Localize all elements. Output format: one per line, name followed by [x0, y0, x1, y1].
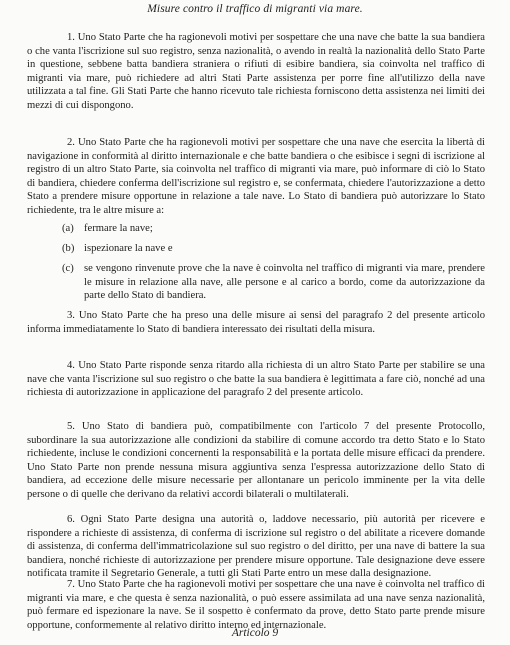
measure-text: fermare la nave;	[84, 223, 153, 234]
paragraph-2: 2. Uno Stato Parte che ha ragionevoli motivi per sospettare che una nave che esercita la libertà di navigazione in conformità al diritto internazionale e che batte bandiera o che esibisce i segni di iscrizione al registro di un altro Stato Parte, sia coinvolta nel traffico di migranti via mare, può informare di ciò lo Stato di bandiera, chiedere conferma dell'iscrizione sul registro e, se confermata, chiedere l'autorizzazione a detto Stato a prendere misure opportune in relazione a tale nave. Lo Stato di bandiera può autorizzare lo Stato richiedente, tra le altre misure a:	[27, 137, 485, 216]
measure-item-a	[62, 222, 485, 236]
measure-label: (a)	[62, 223, 74, 234]
measure-text: se vengono rinvenute prove che la nave è coinvolta nel traffico di migranti via mare, prendere le misure in relazione alla nave, alle persone e al carico a bordo, come da autorizzazione da parte dello Stato di bandiera.	[84, 263, 485, 301]
article-heading: Articolo 9	[231, 627, 279, 639]
paragraph-1: 1. Uno Stato Parte che ha ragionevoli motivi per sospettare che una nave che batte la sua bandiera o che vanta l'iscrizione sul suo registro, senza nazionalità, o avendo in realtà la nazionalità dello Stato Parte in questione, sebbene batta bandiera straniera o rifiuti di esibire bandiera, sia coinvolta nel traffico di migranti via mare, può richiedere ad altri Stati Parte assistenza per porre fine all'utilizzo della nave utilizzata a tal fine. Gli Stati Parte che hanno ricevuto tale richiesta forniscono detta assistenza nei limiti dei mezzi di cui dispongono.	[27, 32, 485, 111]
measure-label: (c)	[62, 263, 74, 274]
measure-item-b	[62, 242, 485, 256]
paragraph-3: 3. Uno Stato Parte che ha preso una delle misure ai sensi del paragrafo 2 del presente articolo informa immediatamente lo Stato di bandiera interessato dei risultati della misura.	[27, 310, 485, 335]
paragraph-5: 5. Uno Stato di bandiera può, compatibilmente con l'articolo 7 del presente Protocollo, subordinare la sua autorizzazione alle condizioni da stabilire di comune accordo tra detto Stato e lo Stato richiedente, incluse le condizioni concernenti la responsabilità e la portata delle misure efficaci da prendere. Uno Stato Parte non prende nessuna misura aggiuntiva senza l'espressa autorizzazione dello Stato di bandiera, ad eccezione delle misure necessarie per allontanare un pericolo imminente per la vita delle persone o di quelle che derivano da relativi accordi bilaterali o multilaterali.	[27, 421, 485, 500]
measure-item-c	[62, 262, 485, 303]
measure-label: (b)	[62, 243, 75, 254]
paragraph-6: 6. Ogni Stato Parte designa una autorità o, laddove necessario, più autorità per ricevere e rispondere a richieste di assistenza, di conferma di iscrizione sul registro o del abilitate a ricevere domande di assistenza, di conferma dell'immatricolazione sul suo registro o del diritto, per una nave di battere la sua bandiera, nonché richieste di autorizzazione per prendere misure opportune. Tale designazione deve essere notificata tramite il Segretario Generale, a tutti gli Stati Parte entro un mese dalla designazione.	[27, 514, 485, 579]
paragraph-7: 7. Uno Stato Parte che ha ragionevoli motivi per sospettare che una nave è coinvolta nel traffico di migranti via mare, e che questa è senza nazionalità, o può essere assimilata ad una nave senza nazionalità, può fermare ed ispezionare la nave. Se il sospetto è confermato da prove, detto Stato parte prende misure opportune, conformemente al relativo diritto interno ed internazionale.	[27, 579, 485, 631]
paragraph-4: 4. Uno Stato Parte risponde senza ritardo alla richiesta di un altro Stato Parte per stabilire se una nave che vanta l'iscrizione sul suo registro o che batte la sua bandiera è legittimata a fare ciò, nonché ad una richiesta di autorizzazione in applicazione del paragrafo 2 del presente articolo.	[27, 360, 485, 398]
page-header: Misure contro il traffico di migranti via mare.	[147, 3, 363, 15]
measure-text: ispezionare la nave e	[84, 243, 173, 254]
